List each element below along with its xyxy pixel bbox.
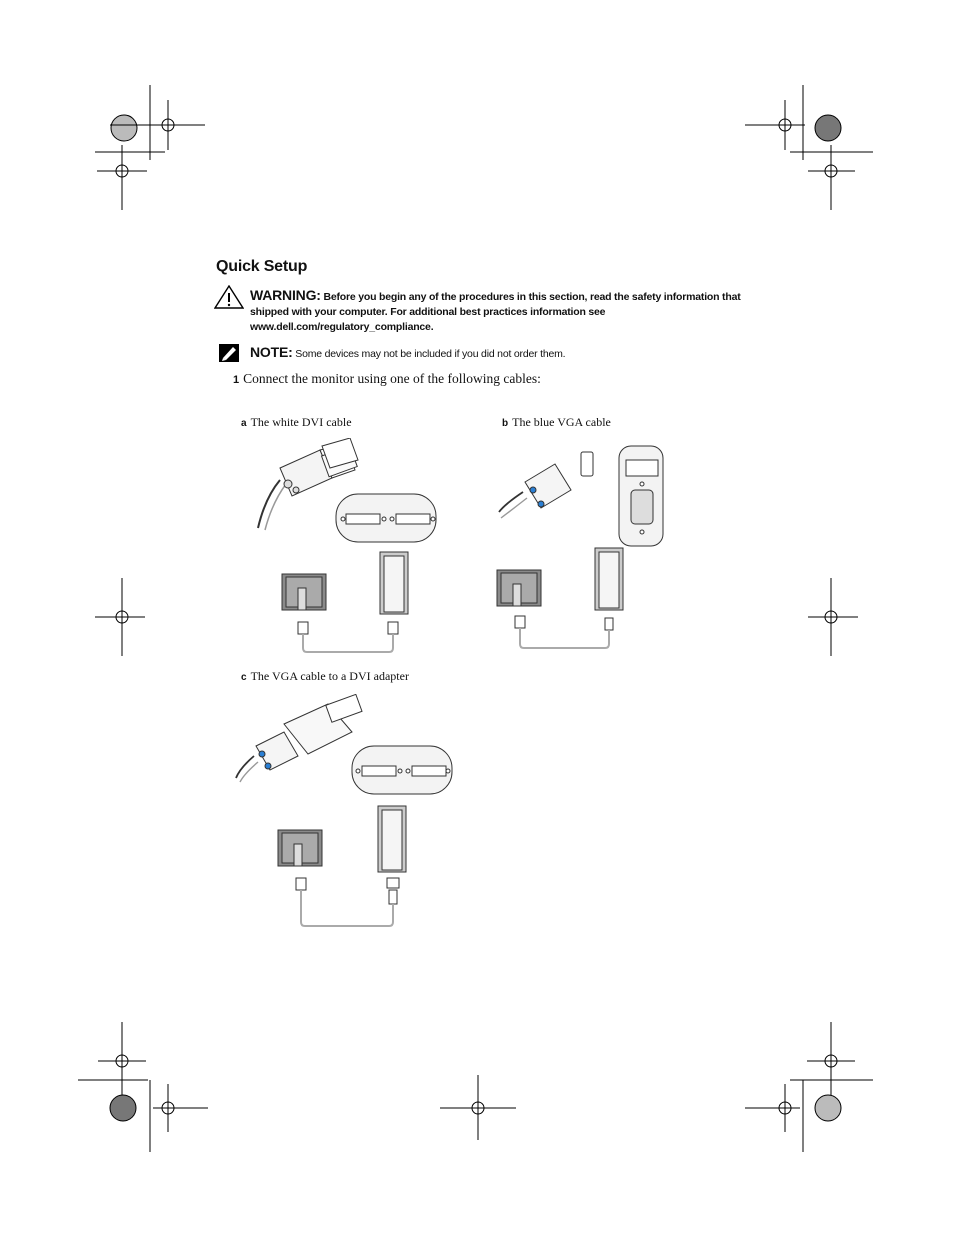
warning-body: Before you begin any of the procedures in this section, read the safety information that shipped with your computer. For additional best practices information see www.dell.com/regulatory_compliance. [250,291,741,333]
option-b-label: The blue VGA cable [512,415,611,429]
registration-mark-bottom-right [745,1022,875,1157]
option-c-caption [241,669,409,684]
figure-dvi-cable [250,438,450,660]
registration-mark-mid-right [808,578,858,658]
note-lead: NOTE: [250,344,293,360]
registration-mark-bottom-left [78,1022,213,1157]
option-a-caption [241,415,352,430]
option-c-letter: c [241,672,247,683]
step-text: Connect the monitor using one of the following cables: [243,371,541,386]
registration-mark-mid-left [95,578,145,658]
option-b-caption [502,415,611,430]
option-b-letter: b [502,418,509,429]
figure-vga-cable [495,442,670,656]
warning-triangle-icon [214,285,244,309]
step-1 [233,371,541,387]
warning-message [250,288,750,335]
figure-vga-dvi-adapter [232,694,457,934]
step-number: 1 [233,374,240,386]
section-title: Quick Setup [216,258,308,275]
note-pencil-icon [218,343,240,363]
warning-lead: WARNING: [250,287,321,303]
registration-mark-top-left [90,85,210,215]
option-a-letter: a [241,418,247,429]
registration-mark-top-right [745,85,875,215]
option-a-label: The white DVI cable [250,415,352,429]
registration-mark-bottom-center [440,1075,520,1145]
note-body: Some devices may not be included if you did not order them. [295,348,566,360]
note-message [250,344,750,360]
option-c-label: The VGA cable to a DVI adapter [250,669,409,683]
